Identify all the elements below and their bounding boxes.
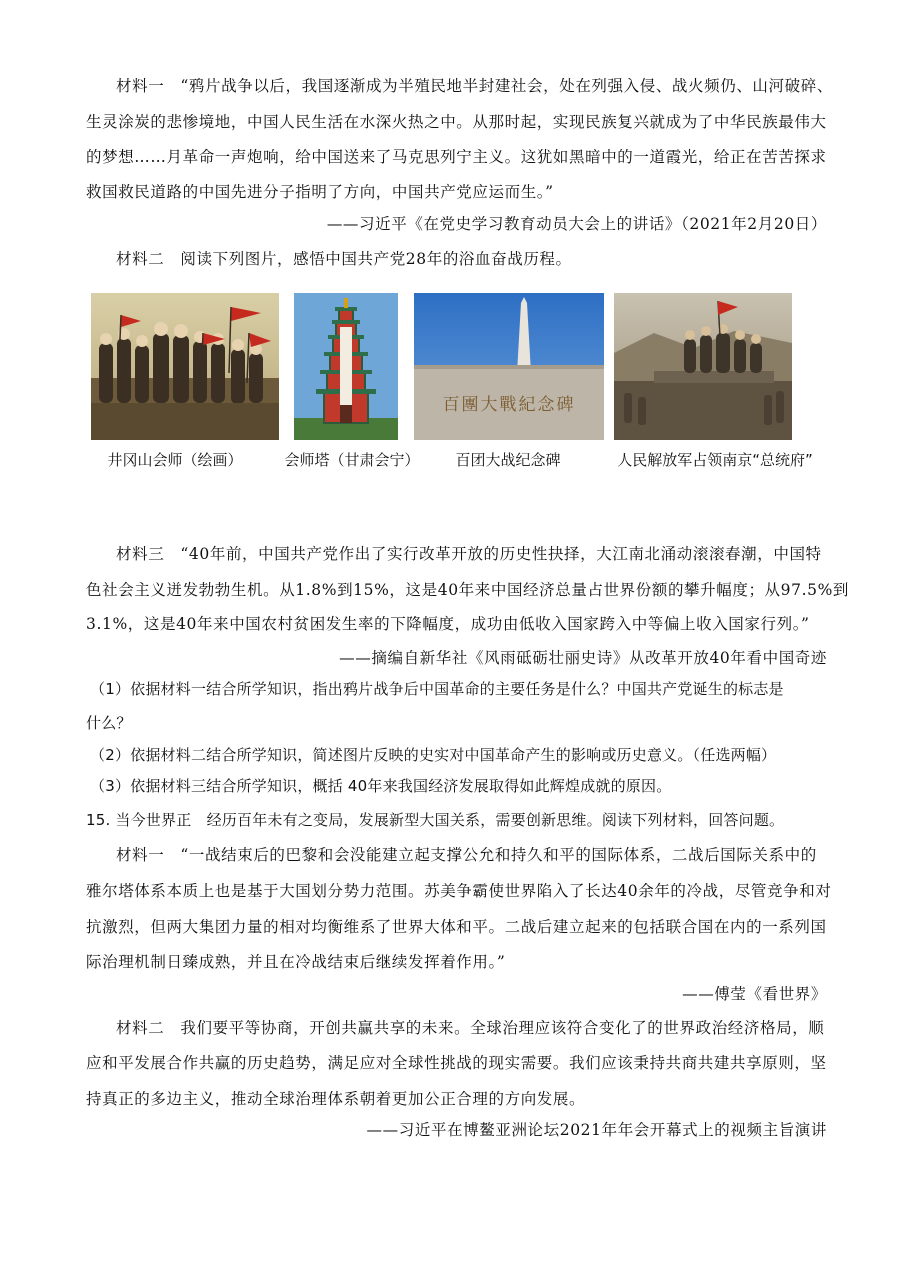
material1-line-2: 生灵涂炭的悲惨境地，中国人民生活在水深火热之中。从那时起，实现民族复兴就成为了中华民族最伟大 bbox=[86, 113, 827, 131]
material3-source: ——摘编自新华社《风雨砥砺壮丽史诗》从改革开放40年看中国奇迹 bbox=[339, 649, 827, 667]
question-1-line-1: （1）依据材料一结合所学知识，指出鸦片战争后中国革命的主要任务是什么？中国共产党诞生的标志是 bbox=[90, 680, 784, 698]
question-15-title: 15. 当今世界正 经历百年未有之变局，发展新型大国关系，需要创新思维。阅读下列材料，回答问题。 bbox=[86, 811, 785, 829]
q15-material1-source: ——傅莹《看世界》 bbox=[682, 985, 827, 1003]
caption-hundred-regiments: 百团大战纪念碑 bbox=[455, 451, 561, 469]
q15-material1-line-3: 抗激烈，但两大集团力量的相对均衡维系了世界大体和平。二战后建立起来的包括联合国在内的一系列国 bbox=[86, 918, 827, 936]
painting-nanjing-image bbox=[614, 293, 792, 440]
material3-line-1: 材料三 “40年前，中国共产党作出了实行改革开放的历史性抉择，大江南北涌动滚滚春潮，中国特 bbox=[116, 545, 822, 563]
q15-material1-line-1: 材料一 “一战结束后的巴黎和会没能建立起支撑公允和持久和平的国际体系，二战后国际关系中的 bbox=[116, 846, 817, 864]
q15-material2-line-3: 持真正的多边主义，推动全球治理体系朝着更加公正合理的方向发展。 bbox=[86, 1090, 586, 1108]
material3-line-3: 3.1%，这是40年来中国农村贫困发生率的下降幅度，成功由低收入国家跨入中等偏上收入国家行列。” bbox=[86, 615, 810, 633]
material3-line-2: 色社会主义迸发勃勃生机。从1.8%到15%，这是40年来中国经济总量占世界份额的攀升幅度；从97.5%到 bbox=[86, 581, 849, 599]
caption-huining-pagoda: 会师塔（甘肃会宁） bbox=[284, 451, 420, 469]
q15-material1-line-4: 际治理机制日臻成熟，并且在冷战结束后继续发挥着作用。” bbox=[86, 953, 506, 971]
material1-source: ——习近平《在党史学习教育动员大会上的讲话》（2021年2月20日） bbox=[326, 215, 827, 233]
pagoda-huining-image bbox=[294, 293, 398, 440]
material1-line-1: 材料一 “鸦片战争以后，我国逐渐成为半殖民地半封建社会，处在列强入侵、战火频仍、山河破碎、 bbox=[116, 77, 833, 95]
painting-jinggangshan-image bbox=[91, 293, 279, 440]
material2-intro: 材料二 阅读下列图片，感悟中国共产党28年的浴血奋战历程。 bbox=[116, 250, 572, 268]
question-3: （3）依据材料三结合所学知识，概括 40年来我国经济发展取得如此辉煌成就的原因。 bbox=[90, 777, 672, 795]
q15-material1-line-2: 雅尔塔体系本质上也是基于大国划分势力范围。苏美争霸使世界陷入了长达40余年的冷战，尽管竞争和对 bbox=[86, 882, 832, 900]
question-1-line-2: 什么？ bbox=[86, 714, 132, 732]
material1-line-3: 的梦想……月革命一声炮响，给中国送来了马克思列宁主义。这犹如黑暗中的一道霞光，给正在苦苦探求 bbox=[86, 148, 827, 166]
caption-jinggangshan: 井冈山会师（绘画） bbox=[107, 451, 243, 469]
caption-nanjing: 人民解放军占领南京“总统府” bbox=[617, 451, 813, 469]
q15-material2-line-2: 应和平发展合作共赢的历史趋势，满足应对全球性挑战的现实需要。我们应该秉持共商共建共享原则，坚 bbox=[86, 1054, 827, 1072]
q15-material2-line-1: 材料二 我们要平等协商，开创共赢共享的未来。全球治理应该符合变化了的世界政治经济格局，顺 bbox=[116, 1019, 825, 1037]
q15-material2-source: ——习近平在博鳌亚洲论坛2021年年会开幕式上的视频主旨演讲 bbox=[366, 1121, 827, 1139]
question-2: （2）依据材料二结合所学知识，简述图片反映的史实对中国革命产生的影响或历史意义。（任选两幅） bbox=[90, 746, 777, 764]
monument-hundred-regiments-image bbox=[414, 293, 604, 440]
material1-line-4: 救国救民道路的中国先进分子指明了方向，中国共产党应运而生。” bbox=[86, 183, 554, 201]
monument-inscription: 百團大戰紀念碑 bbox=[442, 395, 576, 415]
